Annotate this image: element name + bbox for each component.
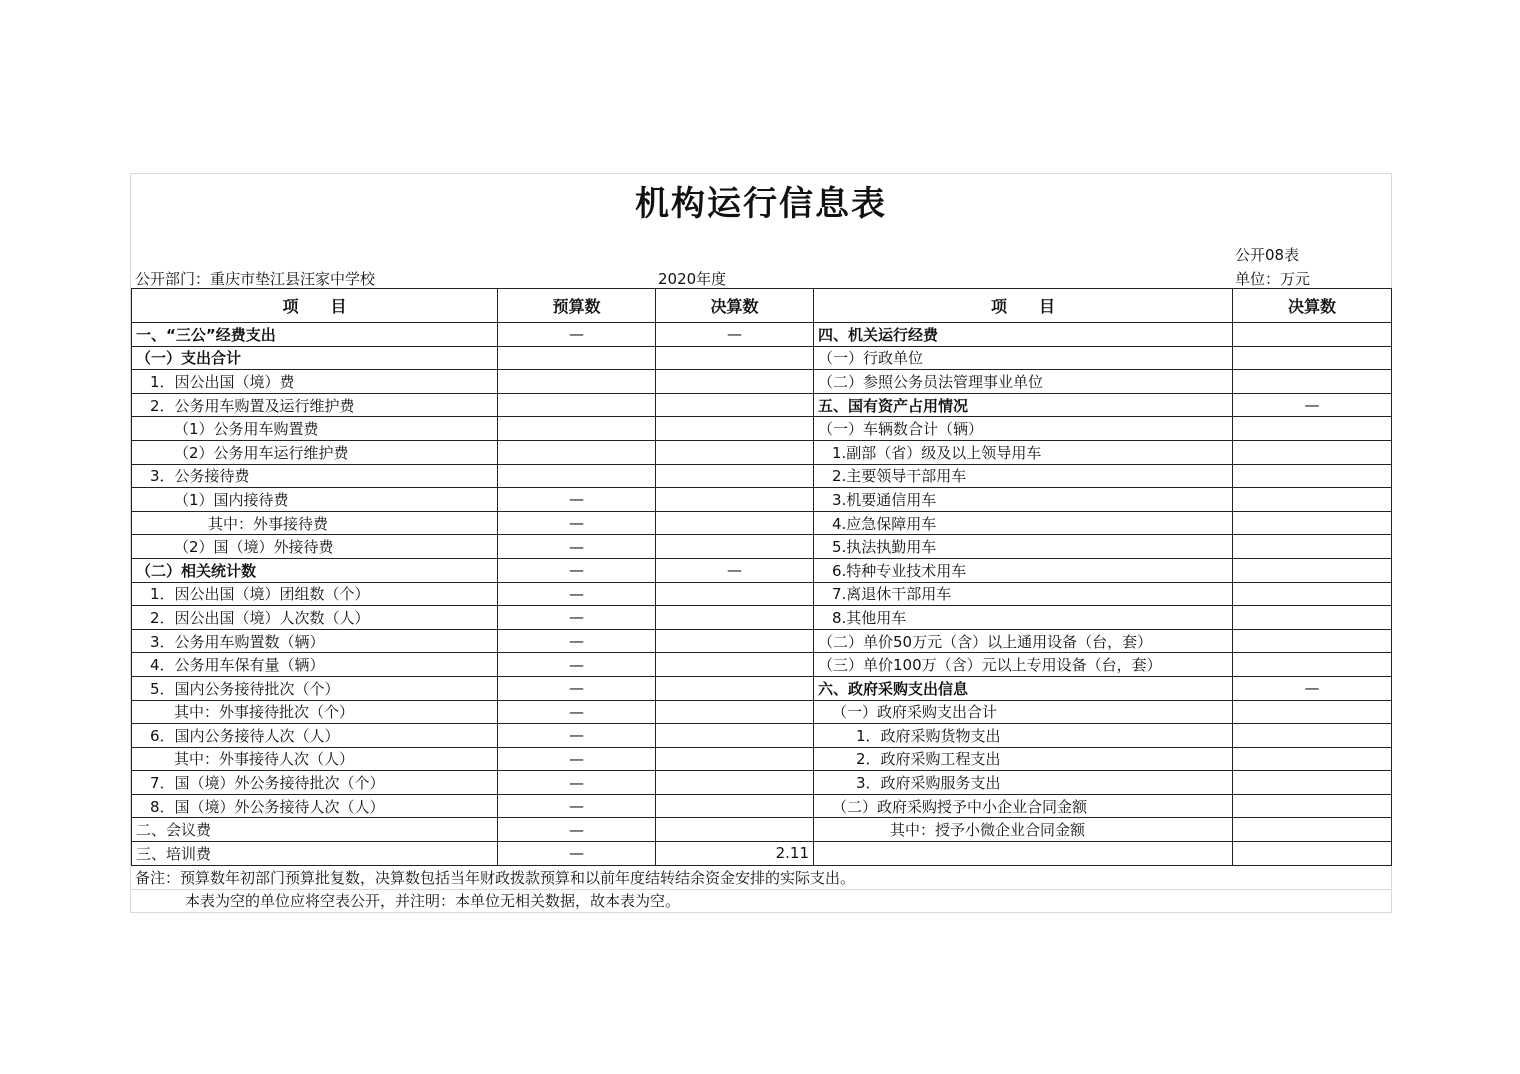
row-item-right: 其中：授予小微企业合同金额 — [814, 818, 1233, 842]
header-actual-right: 决算数 — [1233, 289, 1392, 323]
row-actual-right — [1233, 535, 1392, 559]
row-item-right: 8.其他用车 — [814, 606, 1233, 630]
row-budget: — — [498, 488, 656, 512]
table-row — [132, 676, 1392, 700]
row-actual — [656, 370, 814, 394]
row-actual — [656, 582, 814, 606]
row-actual-right — [1233, 771, 1392, 795]
row-item-right: 六、政府采购支出信息 — [814, 676, 1233, 700]
info-table — [131, 288, 1392, 866]
row-item-right: 5.执法执勤用车 — [814, 535, 1233, 559]
table-row — [132, 488, 1392, 512]
row-item-right: 6.特种专业技术用车 — [814, 558, 1233, 582]
row-budget — [498, 440, 656, 464]
row-budget — [498, 417, 656, 441]
table-row — [132, 629, 1392, 653]
row-item-left: 其中：外事接待费 — [132, 511, 498, 535]
row-item-right: 7.离退休干部用车 — [814, 582, 1233, 606]
row-budget: — — [498, 582, 656, 606]
table-row — [132, 818, 1392, 842]
row-actual — [656, 440, 814, 464]
row-item-left: （2）国（境）外接待费 — [132, 535, 498, 559]
row-actual-right — [1233, 700, 1392, 724]
table-row — [132, 346, 1392, 370]
row-item-left: （一）支出合计 — [132, 346, 498, 370]
row-actual — [656, 747, 814, 771]
row-budget — [498, 370, 656, 394]
row-actual — [656, 771, 814, 795]
row-item-left: （2）公务用车运行维护费 — [132, 440, 498, 464]
row-actual-right — [1233, 606, 1392, 630]
row-item-left: 8．国（境）外公务接待人次（人） — [132, 794, 498, 818]
row-actual-right — [1233, 653, 1392, 677]
row-item-right: 四、机关运行经费 — [814, 323, 1233, 347]
row-budget: — — [498, 818, 656, 842]
row-actual: — — [656, 558, 814, 582]
row-budget: — — [498, 700, 656, 724]
row-actual-right — [1233, 346, 1392, 370]
row-item-left: 1．因公出国（境）团组数（个） — [132, 582, 498, 606]
row-actual: — — [656, 323, 814, 347]
row-actual-right — [1233, 747, 1392, 771]
row-actual — [656, 794, 814, 818]
row-item-left: 6．国内公务接待人次（人） — [132, 724, 498, 748]
row-budget: — — [498, 747, 656, 771]
row-actual-right — [1233, 558, 1392, 582]
row-budget — [498, 346, 656, 370]
row-budget — [498, 393, 656, 417]
table-row — [132, 606, 1392, 630]
row-actual — [656, 417, 814, 441]
row-actual — [656, 393, 814, 417]
row-actual: 2.11 — [656, 842, 814, 866]
row-item-left: 2．因公出国（境）人次数（人） — [132, 606, 498, 630]
row-item-left: （1）国内接待费 — [132, 488, 498, 512]
row-actual — [656, 511, 814, 535]
row-budget: — — [498, 653, 656, 677]
row-item-left: 其中：外事接待批次（个） — [132, 700, 498, 724]
row-budget: — — [498, 511, 656, 535]
table-row — [132, 558, 1392, 582]
header-actual: 决算数 — [656, 289, 814, 323]
row-item-right: 1．政府采购货物支出 — [814, 724, 1233, 748]
row-actual-right — [1233, 724, 1392, 748]
table-row — [132, 440, 1392, 464]
table-row — [132, 700, 1392, 724]
row-actual-right — [1233, 323, 1392, 347]
row-item-left: 2．公务用车购置及运行维护费 — [132, 393, 498, 417]
row-actual — [656, 464, 814, 488]
row-item-right: 2．政府采购工程支出 — [814, 747, 1233, 771]
row-actual-right — [1233, 440, 1392, 464]
table-row — [132, 771, 1392, 795]
row-item-left: 5．国内公务接待批次（个） — [132, 676, 498, 700]
header-item-right: 项 目 — [814, 289, 1233, 323]
row-actual-right — [1233, 629, 1392, 653]
table-row — [132, 724, 1392, 748]
row-budget: — — [498, 676, 656, 700]
row-budget: — — [498, 535, 656, 559]
row-actual-right — [1233, 511, 1392, 535]
row-item-right: （二）单价50万元（含）以上通用设备（台，套） — [814, 629, 1233, 653]
row-budget: — — [498, 724, 656, 748]
table-row — [132, 653, 1392, 677]
page-title: 机构运行信息表 — [635, 184, 887, 224]
row-item-left: 3．公务接待费 — [132, 464, 498, 488]
row-item-left: 三、培训费 — [132, 842, 498, 866]
row-actual-right: — — [1233, 676, 1392, 700]
table-row — [132, 323, 1392, 347]
table-row — [132, 582, 1392, 606]
row-budget — [498, 464, 656, 488]
row-actual-right — [1233, 842, 1392, 866]
row-item-left: 4．公务用车保有量（辆） — [132, 653, 498, 677]
row-item-right: 2.主要领导干部用车 — [814, 464, 1233, 488]
table-row — [132, 747, 1392, 771]
row-budget: — — [498, 842, 656, 866]
row-item-right: （一）行政单位 — [814, 346, 1233, 370]
row-budget: — — [498, 771, 656, 795]
year-label: 2020年度 — [658, 270, 727, 288]
table-row — [132, 794, 1392, 818]
row-item-right: 3．政府采购服务支出 — [814, 771, 1233, 795]
row-actual-right — [1233, 417, 1392, 441]
row-budget: — — [498, 558, 656, 582]
row-actual — [656, 700, 814, 724]
row-item-left: 一、“三公”经费支出 — [132, 323, 498, 347]
row-actual — [656, 346, 814, 370]
table-row — [132, 370, 1392, 394]
sheet — [130, 173, 1392, 913]
row-actual-right: — — [1233, 393, 1392, 417]
row-actual-right — [1233, 582, 1392, 606]
row-item-left: 二、会议费 — [132, 818, 498, 842]
row-item-right: （一）车辆数合计（辆） — [814, 417, 1233, 441]
row-actual-right — [1233, 818, 1392, 842]
row-item-left: 其中：外事接待人次（人） — [132, 747, 498, 771]
department-label: 公开部门：重庆市垫江县汪家中学校 — [135, 270, 376, 288]
form-number: 公开08表 — [1235, 246, 1300, 264]
header-item: 项 目 — [132, 289, 498, 323]
row-actual — [656, 535, 814, 559]
header-budget: 预算数 — [498, 289, 656, 323]
row-item-right: （二）参照公务员法管理事业单位 — [814, 370, 1233, 394]
note-remark: 备注：预算数年初部门预算批复数，决算数包括当年财政拨款预算和以前年度结转结余资金安排的实际支出。 — [131, 867, 1391, 890]
row-item-left: （1）公务用车购置费 — [132, 417, 498, 441]
row-actual — [656, 606, 814, 630]
table-row — [132, 464, 1392, 488]
table-row — [132, 511, 1392, 535]
row-actual — [656, 488, 814, 512]
row-item-right: 4.应急保障用车 — [814, 511, 1233, 535]
row-actual — [656, 629, 814, 653]
row-item-right: （二）政府采购授予中小企业合同金额 — [814, 794, 1233, 818]
row-item-right: 五、国有资产占用情况 — [814, 393, 1233, 417]
row-item-right: 1.副部（省）级及以上领导用车 — [814, 440, 1233, 464]
row-item-right: （一）政府采购支出合计 — [814, 700, 1233, 724]
row-item-right — [814, 842, 1233, 866]
row-budget: — — [498, 629, 656, 653]
row-actual — [656, 653, 814, 677]
table-body — [132, 323, 1392, 866]
table-row — [132, 417, 1392, 441]
row-budget: — — [498, 323, 656, 347]
row-actual-right — [1233, 370, 1392, 394]
row-actual-right — [1233, 794, 1392, 818]
row-budget: — — [498, 606, 656, 630]
row-actual-right — [1233, 488, 1392, 512]
row-actual — [656, 676, 814, 700]
row-actual-right — [1233, 464, 1392, 488]
row-item-left: 7．国（境）外公务接待批次（个） — [132, 771, 498, 795]
note-empty-table: 本表为空的单位应将空表公开，并注明：本单位无相关数据，故本表为空。 — [131, 890, 1391, 913]
table-header-row — [132, 289, 1392, 323]
row-item-left: （二）相关统计数 — [132, 558, 498, 582]
row-item-left: 3．公务用车购置数（辆） — [132, 629, 498, 653]
unit-label: 单位：万元 — [1235, 270, 1311, 288]
row-item-right: （三）单价100万（含）元以上专用设备（台，套） — [814, 653, 1233, 677]
row-item-left: 1．因公出国（境）费 — [132, 370, 498, 394]
row-actual — [656, 818, 814, 842]
table-row — [132, 535, 1392, 559]
row-actual — [656, 724, 814, 748]
row-item-right: 3.机要通信用车 — [814, 488, 1233, 512]
row-budget: — — [498, 794, 656, 818]
table-row — [132, 842, 1392, 866]
table-row — [132, 393, 1392, 417]
